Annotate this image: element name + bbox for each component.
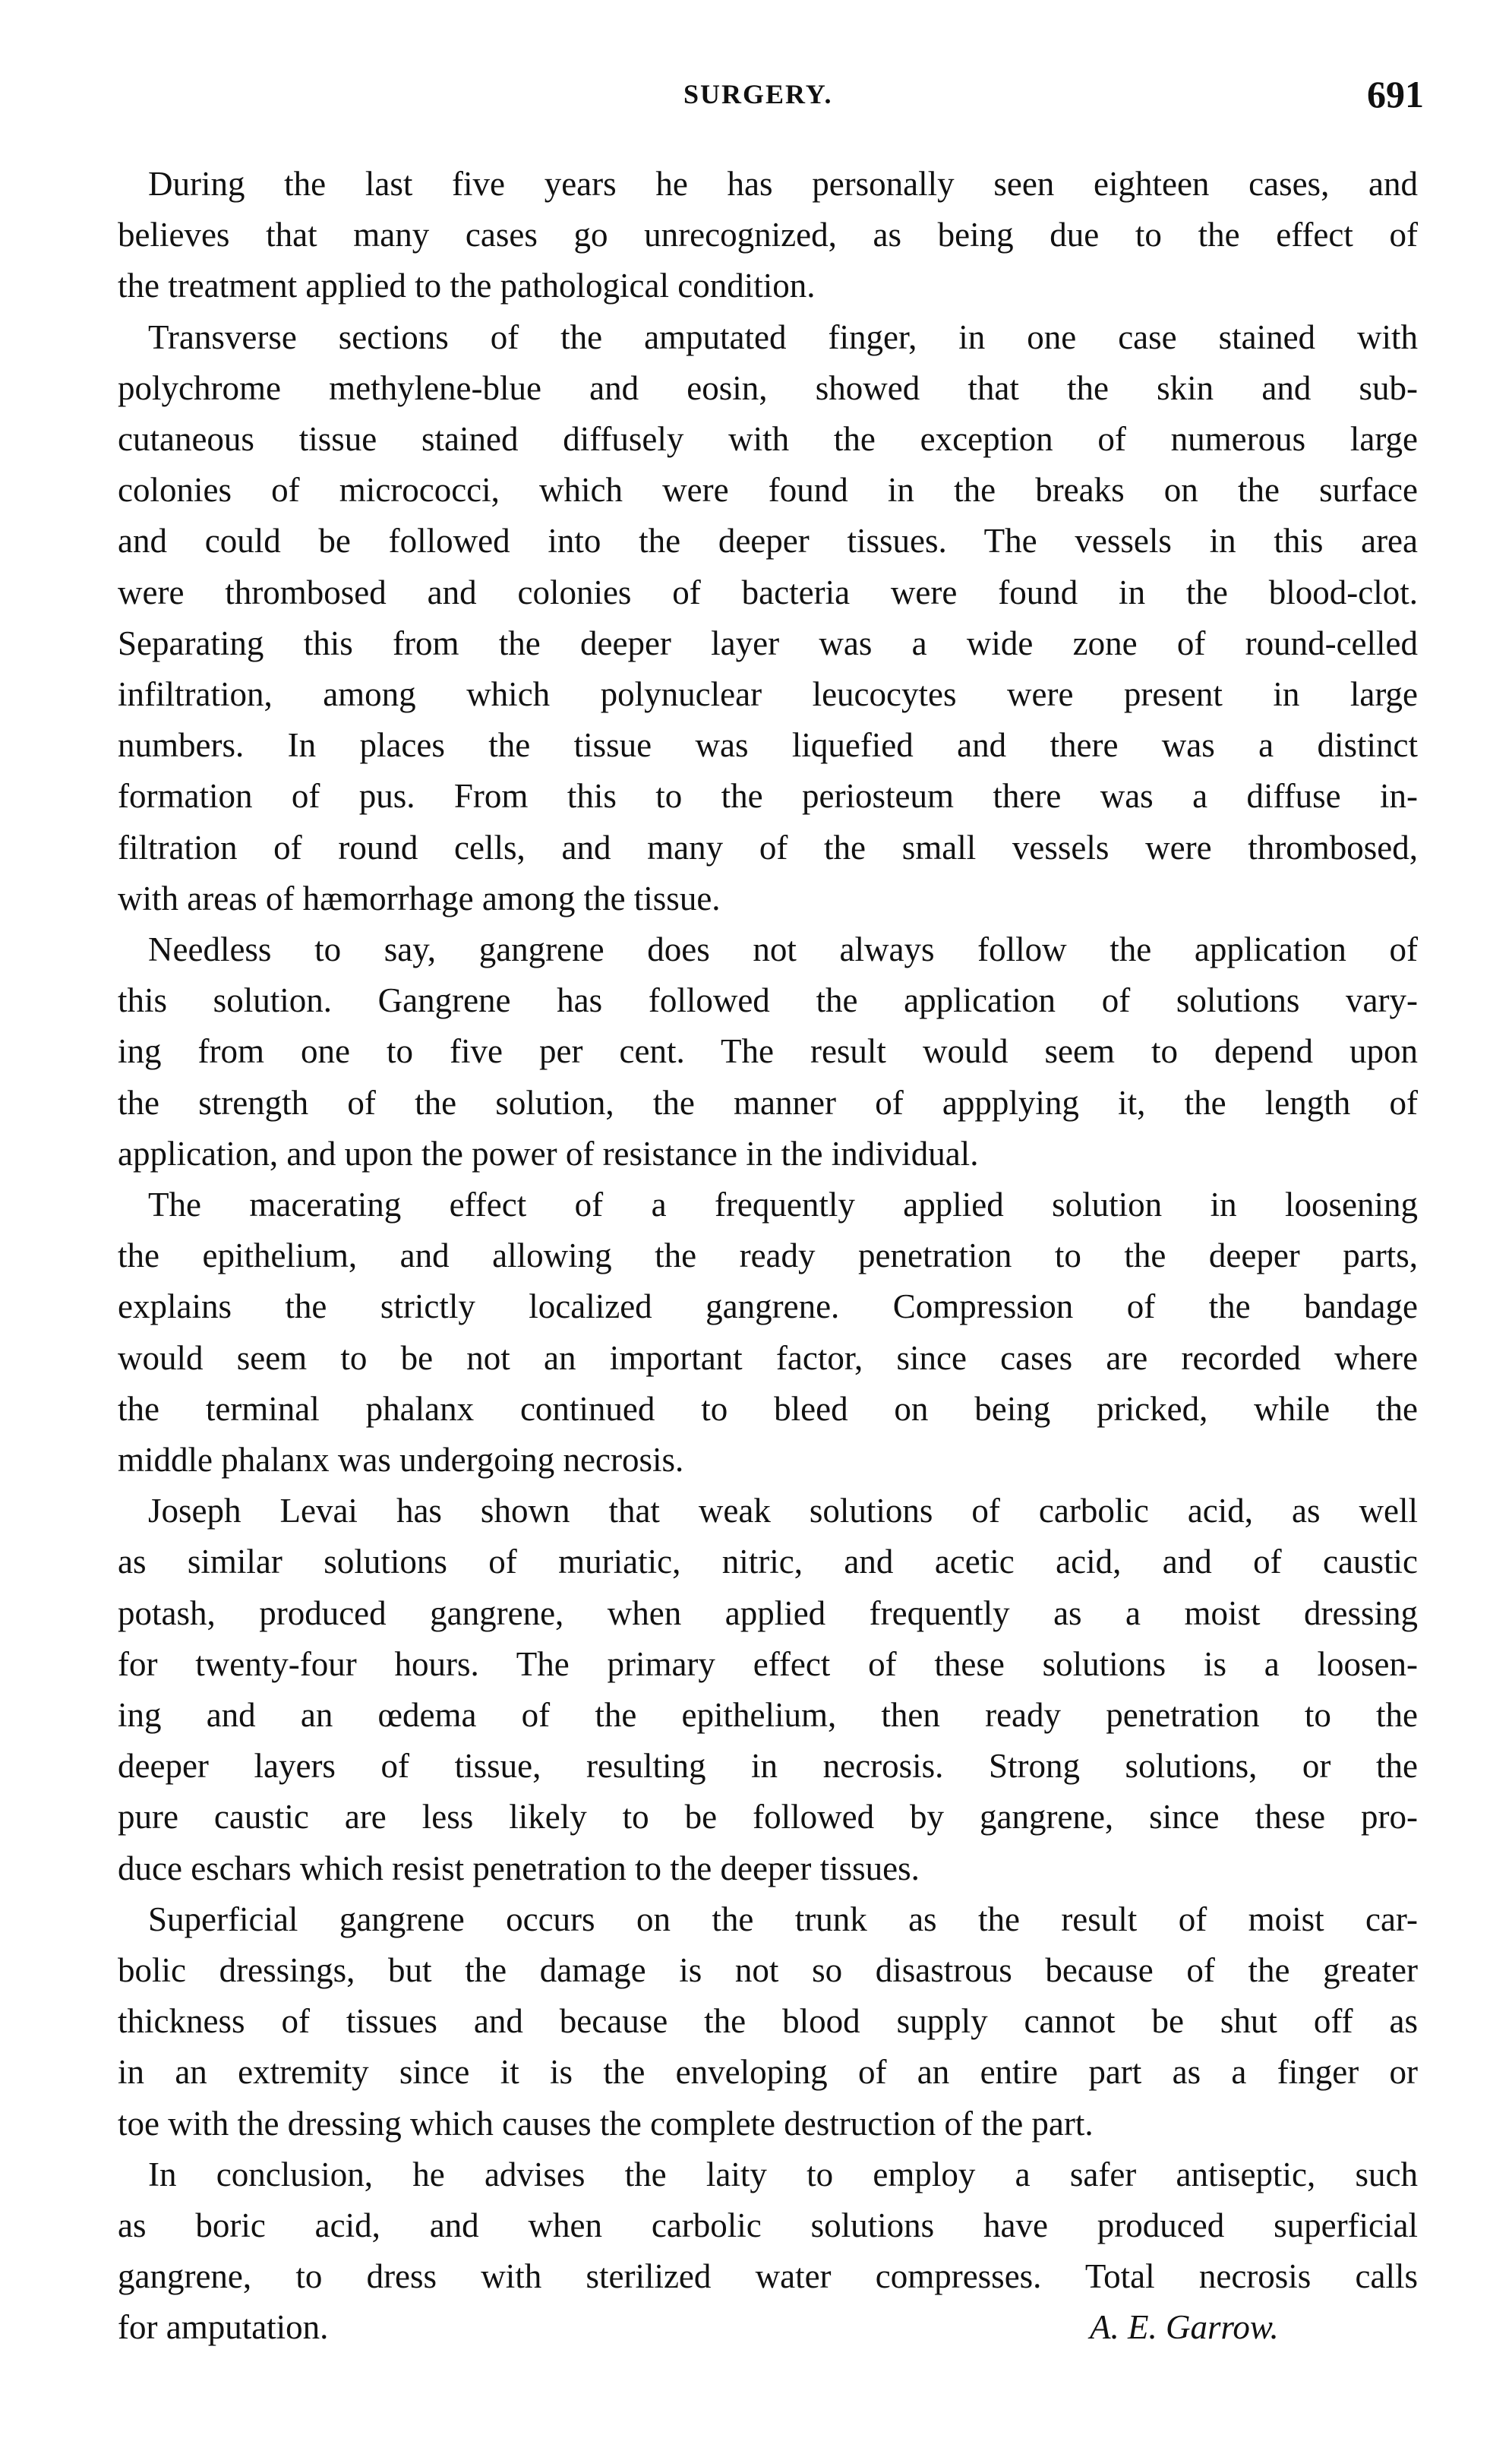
text-line: Needless to say, gangrene does not always follow the application of <box>148 930 1418 968</box>
text-line: Joseph Levai has shown that weak solutions of carbolic acid, as well <box>148 1492 1418 1530</box>
text-line: as boric acid, and when carbolic solutions have produced superficial <box>118 2206 1418 2244</box>
text-line: for twenty-four hours. The primary effect of these solutions is a loosen- <box>118 1644 1418 1683</box>
text-line: In conclusion, he advises the laity to employ a safer antiseptic, such <box>148 2155 1418 2193</box>
text-line: were thrombosed and colonies of bacteria were found in the blood-clot. <box>118 573 1418 611</box>
text-line: the treatment applied to the pathological condition. <box>118 267 816 305</box>
text-line: this solution. Gangrene has followed the application of solutions vary- <box>118 981 1418 1020</box>
text-line: and could be followed into the deeper tissues. The vessels in this area <box>118 522 1418 561</box>
text-line: potash, produced gangrene, when applied frequently as a moist dressing <box>118 1593 1418 1632</box>
text-line: middle phalanx was undergoing necrosis. <box>118 1441 684 1479</box>
text-line: filtration of round cells, and many of the small vessels were thrombosed, <box>118 828 1418 867</box>
text-line: Superficial gangrene occurs on the trunk as the result of moist car- <box>148 1900 1418 1938</box>
text-line: numbers. In places the tissue was liquefied and there was a distinct <box>118 726 1418 765</box>
text-line: in an extremity since it is the enveloping of an entire part as a finger or <box>118 2053 1418 2092</box>
text-line: pure caustic are less likely to be followed by gangrene, since these pro- <box>118 1798 1418 1836</box>
text-line: bolic dressings, but the damage is not so disastrous because of the greater <box>118 1951 1418 1989</box>
text-line: formation of pus. From this to the periosteum there was a diffuse in- <box>118 777 1418 816</box>
text-line: During the last five years he has personally seen eighteen cases, and <box>148 165 1418 203</box>
page-number: 691 <box>1367 73 1424 115</box>
text-line: duce eschars which resist penetration to the deeper tissues. <box>118 1849 920 1887</box>
text-line: Separating this from the deeper layer was a wide zone of round-celled <box>118 624 1418 662</box>
text-line: cutaneous tissue stained diffusely with the exception of numerous large <box>118 420 1418 458</box>
text-line: ing from one to five per cent. The result would seem to depend upon <box>118 1032 1418 1071</box>
page-header <box>0 72 1512 118</box>
text-line: would seem to be not an important factor, since cases are recorded where <box>118 1338 1418 1377</box>
text-line: colonies of micrococci, which were found in the breaks on the surface <box>118 471 1418 510</box>
text-line: Transverse sections of the amputated finger, in one case stained with <box>148 317 1418 356</box>
running-title: SURGERY. <box>683 79 833 109</box>
text-line: gangrene, to dress with sterilized water compresses. Total necrosis calls <box>118 2257 1418 2296</box>
text-line: thickness of tissues and because the blood supply cannot be shut off as <box>118 2002 1418 2041</box>
text-line: with areas of hæmorrhage among the tissue. <box>118 879 721 917</box>
text-line: the strength of the solution, the manner of appplying it, the length of <box>118 1083 1418 1122</box>
text-line: ing and an œdema of the epithelium, then ready penetration to the <box>118 1696 1418 1734</box>
author-signature: A. E. Garrow. <box>1090 2308 1279 2347</box>
text-line: The macerating effect of a frequently applied solution in loosening <box>148 1186 1418 1224</box>
text-line: application, and upon the power of resistance in the individual. <box>118 1134 979 1173</box>
text-line: believes that many cases go unrecognized, as being due to the effect of <box>118 216 1418 254</box>
text-line: deeper layers of tissue, resulting in necrosis. Strong solutions, or the <box>118 1747 1418 1786</box>
text-line: as similar solutions of muriatic, nitric, and acetic acid, and of caustic <box>118 1543 1418 1581</box>
text-line: infiltration, among which polynuclear leucocytes were present in large <box>118 675 1418 713</box>
text-line: explains the strictly localized gangrene. Compression of the bandage <box>118 1287 1418 1326</box>
text-line: the epithelium, and allowing the ready penetration to the deeper parts, <box>118 1236 1418 1275</box>
text-line: the terminal phalanx continued to bleed on being pricked, while the <box>118 1389 1418 1428</box>
text-line: toe with the dressing which causes the complete destruction of the part. <box>118 2104 1094 2143</box>
text-line: for amputation. <box>118 2308 329 2347</box>
text-line: polychrome methylene-blue and eosin, showed that the skin and sub- <box>118 368 1418 407</box>
